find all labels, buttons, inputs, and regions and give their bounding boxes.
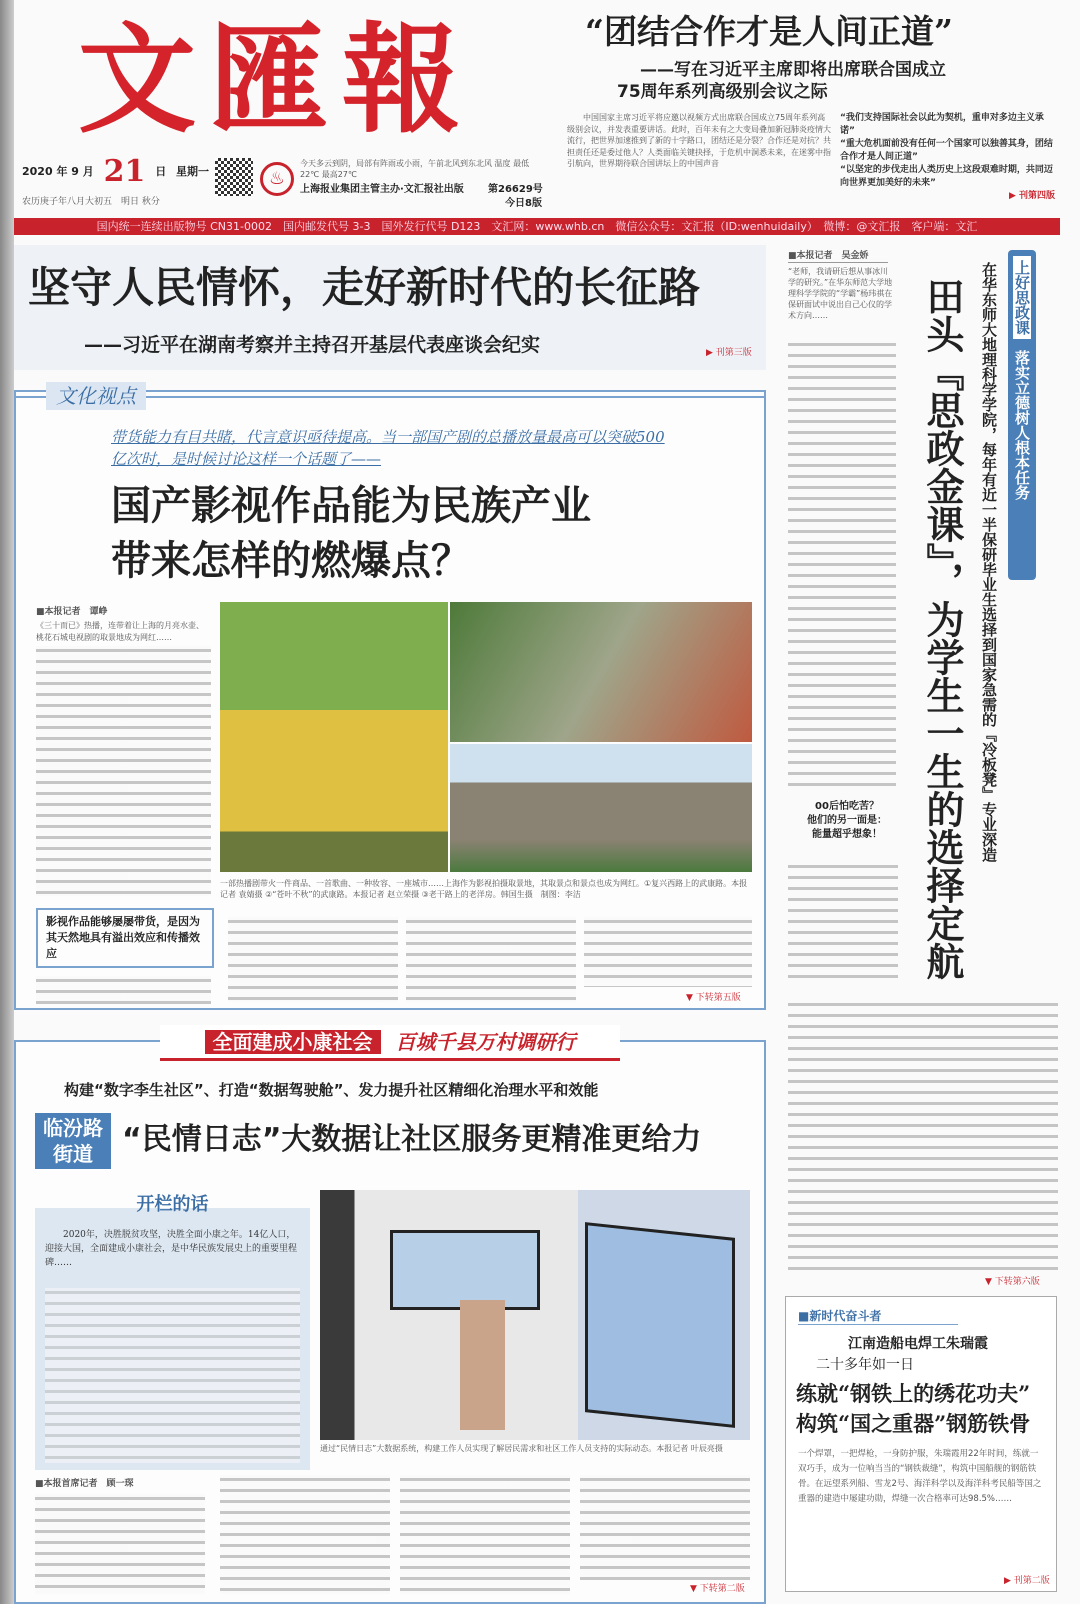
quote-line: 他们的另一面是： <box>807 815 887 826</box>
column-title: 开栏的话 <box>136 1194 209 1215</box>
quote: “以坚定的步伐走出人类历史上这段艰难时期，共同迈向世界更加美好的未来” <box>840 165 1053 188</box>
culture-intro: 带货能力有目共睹，代言意识亟待提高。当一部国产剧的总播放量最高可以突破500亿次时，是时候讨论这样一个话题了—— <box>111 428 665 468</box>
text-column <box>35 1494 205 1594</box>
issue-number: 第26629号 <box>488 184 543 195</box>
column-body: 2020年，决胜脱贫攻坚，决胜全面小康之年。14亿人口，迎接大国，全面建成小康社会，是中华民族发展史上的重要里程碑…… <box>45 1230 298 1268</box>
right-headline[interactable]: 田头『思政金课』，为学生一生的选择定航 <box>920 276 965 980</box>
weather: 今天多云到阴，局部有阵雨或小雨，午前北风到东北风 温度 最低22℃ 最高27℃ <box>300 159 530 179</box>
text-column <box>220 1475 390 1594</box>
top-story-sub1: ——写在习近平主席即将出席联合国成立 <box>640 60 946 80</box>
text-column <box>584 917 752 987</box>
page-count: 今日8版 <box>505 198 542 209</box>
photo-data-screens <box>320 1190 750 1440</box>
right-pull-quote <box>792 800 902 842</box>
top-story-body: 中国国家主席习近平将应邀以视频方式出席联合国成立75周年系列高级别会议，并发表重要讲话。此时，百年未有之大变局叠加新冠肺炎疫情大流行，把世界加速推到了新的十字路口，团结还是分裂？合作还是对抗？共担责任还是委过他人？人类面临关键抉择，于危机中洞悉未来，在迷雾中指引航向，世界期待联合国讲坛上的中国声音 <box>567 113 831 168</box>
culture-section <box>14 384 766 1010</box>
photo-villa <box>450 744 752 872</box>
jump-link[interactable]: ▶ 刊第四版 <box>1008 191 1055 201</box>
lead-headline[interactable]: 坚守人民情怀，走好新时代的长征路 <box>28 263 701 312</box>
screen <box>585 1222 735 1428</box>
community-sub: 构建“数字李生社区”、打造“数据驾驶舱”、发力提升社区精细化治理水平和效能 <box>64 1081 599 1099</box>
date-prefix: 2020 年 9 月 <box>22 165 94 178</box>
right-body: “老师，我请研后想从事冰川学的研究。”在华东师范大学地理科学学院的“学霸”杨玮祺在保研面试中说出自己心仪的学术方向…… <box>788 267 893 320</box>
jump-link[interactable]: ▼ 下转第二版 <box>690 1584 745 1594</box>
quote-line: 能量超乎想象！ <box>812 829 882 840</box>
text-column <box>400 1475 570 1594</box>
text-column <box>788 1000 1058 1270</box>
section-label: 文化视点 <box>46 382 146 410</box>
kicker-2: 二十多年如一日 <box>816 1357 914 1373</box>
quote-line: 00后怕吃苦？ <box>815 801 879 812</box>
banner-right: 百城千县万村调研行 <box>395 1030 576 1054</box>
masthead-logo: 文匯報 <box>78 10 475 149</box>
day: 21 <box>103 154 146 189</box>
text-column <box>36 976 211 1004</box>
lunar-date: 农历庚子年八月大初五 明日 秋分 <box>22 197 160 207</box>
text-column <box>406 917 576 1002</box>
byline: ■本报记者 吴金娇 <box>788 250 888 263</box>
series-banner <box>160 1025 620 1061</box>
lead-sub: ——习近平在湖南考察并主持召开基层代表座谈会纪实 <box>84 334 541 356</box>
date-line <box>22 156 209 188</box>
photo-caption: 通过“民情日志”大数据系统，构建工作人员实现了解居民需求和社区工作人员支持的实际动态。本报记者 叶辰亮摄 <box>320 1444 723 1453</box>
publisher: 上海报业集团主管主办·文汇报社出版 <box>300 184 464 195</box>
people <box>460 1300 505 1430</box>
district-tag <box>35 1113 111 1169</box>
community-headline[interactable]: “民情日志”大数据让社区服务更精准更给力 <box>122 1122 702 1157</box>
byline: ■本报记者 谭峥 <box>36 607 108 617</box>
text-column <box>228 917 398 1002</box>
lead-story[interactable] <box>14 245 766 370</box>
striver-title-1[interactable]: 练就“钢铁上的绣花功夫” <box>796 1381 1031 1406</box>
text-column <box>45 1288 300 1463</box>
culture-body: 《三十而已》热播，连带着让上海的月亮水壶、桃花石城电视剧的取景地成为网红…… <box>36 621 204 642</box>
banner-left: 全面建成小康社会 <box>205 1030 381 1054</box>
photo-yellow-building <box>220 602 448 872</box>
top-story-headline[interactable]: “团结合作才是人间正道” <box>585 12 953 51</box>
text-column <box>788 340 896 790</box>
day-suffix: 日 <box>155 165 167 178</box>
top-story-quotes <box>840 112 1055 203</box>
striver-box <box>785 1296 1057 1592</box>
top-story-sub2: 75周年系列高级别会议之际 <box>617 82 828 102</box>
tag-line: 临汾路 <box>43 1116 103 1140</box>
text-column <box>580 1475 750 1580</box>
jump-link[interactable]: ▼ 下转第六版 <box>985 1277 1040 1287</box>
byline: ■本报首席记者 顾一琛 <box>35 1479 134 1489</box>
jump-link[interactable]: ▼ 下转第五版 <box>686 993 741 1003</box>
pull-quote: 影视作品能够屡屡带货，是因为其天然地具有溢出效应和传播效应 <box>36 908 214 968</box>
publication-info-bar: 国内统一连续出版物号 CN31-0002 国内邮发代号 3-3 国外发行代号 D123 文汇网：www.whb.cn 微信公众号：文汇报（ID:wenhuidaily） 微博：@文汇报 客户端：文汇 <box>14 218 1060 235</box>
screen <box>390 1230 540 1310</box>
page-edge <box>0 0 14 1604</box>
photo-caption: 一部热播剧带火一件商品、一首歌曲、一种妆容、一座城市……上海作为影视拍摄取景地，其取景点和景点也成为网红。①复兴西路上的武康路。本报记者 袁婧摄 ②“苍叶不秋”的武康路。本报记者 赵立荣摄 ③老干路上的老洋房。韩国生摄 制图：李洁 <box>220 879 748 899</box>
section-label: ■新时代奋斗者 <box>798 1309 958 1325</box>
culture-title-1[interactable]: 国产影视作品能为民族产业 <box>111 482 591 529</box>
jump-link[interactable]: ▶ 刊第三版 <box>706 348 752 358</box>
kicker-1: 江南造船电焊工朱瑞霞 <box>848 1336 988 1352</box>
series-tag <box>1008 250 1036 580</box>
emblem-icon: ♨ <box>260 162 294 196</box>
text-column <box>788 862 898 982</box>
opening-column <box>35 1194 310 1470</box>
tag-line: 落实立德树人根本任务 <box>1013 350 1031 501</box>
qr-code-icon <box>215 158 253 196</box>
striver-title-2[interactable]: 构筑“国之重器”钢筋铁骨 <box>796 1411 1031 1436</box>
photo-street <box>450 602 752 742</box>
jump-link[interactable]: ▶ 刊第二版 <box>1004 1576 1050 1586</box>
quote: “我们支持国际社会以此为契机，重申对多边主义承诺” <box>840 113 1044 136</box>
culture-title-2[interactable]: 带来怎样的燃爆点？ <box>111 537 471 584</box>
striver-body: 一个焊罩，一把焊枪，一身防护服，朱瑞霞用22年时间，练就一双巧手，成为一位响当当的“钢铁裁缝”，构筑中国船舰的钢筋铁骨。在远望系列船、雪龙2号、海洋科学以及海洋科考民船等国之重器的建造中屡建功勋，焊缝一次合格率可达98.5%…… <box>798 1449 1042 1504</box>
tag-line: 街道 <box>53 1142 93 1166</box>
tag-line: 上好思政课 <box>1013 256 1031 339</box>
quote: “重大危机面前没有任何一个国家可以独善其身，团结合作才是人间正道” <box>840 139 1053 162</box>
right-subhead: 在华东师大地理科学学院，每年有近一半保研毕业生选择到国家急需的『冷板凳』专业深造 <box>980 262 998 862</box>
weekday: 星期一 <box>176 165 210 178</box>
text-column <box>36 646 211 896</box>
